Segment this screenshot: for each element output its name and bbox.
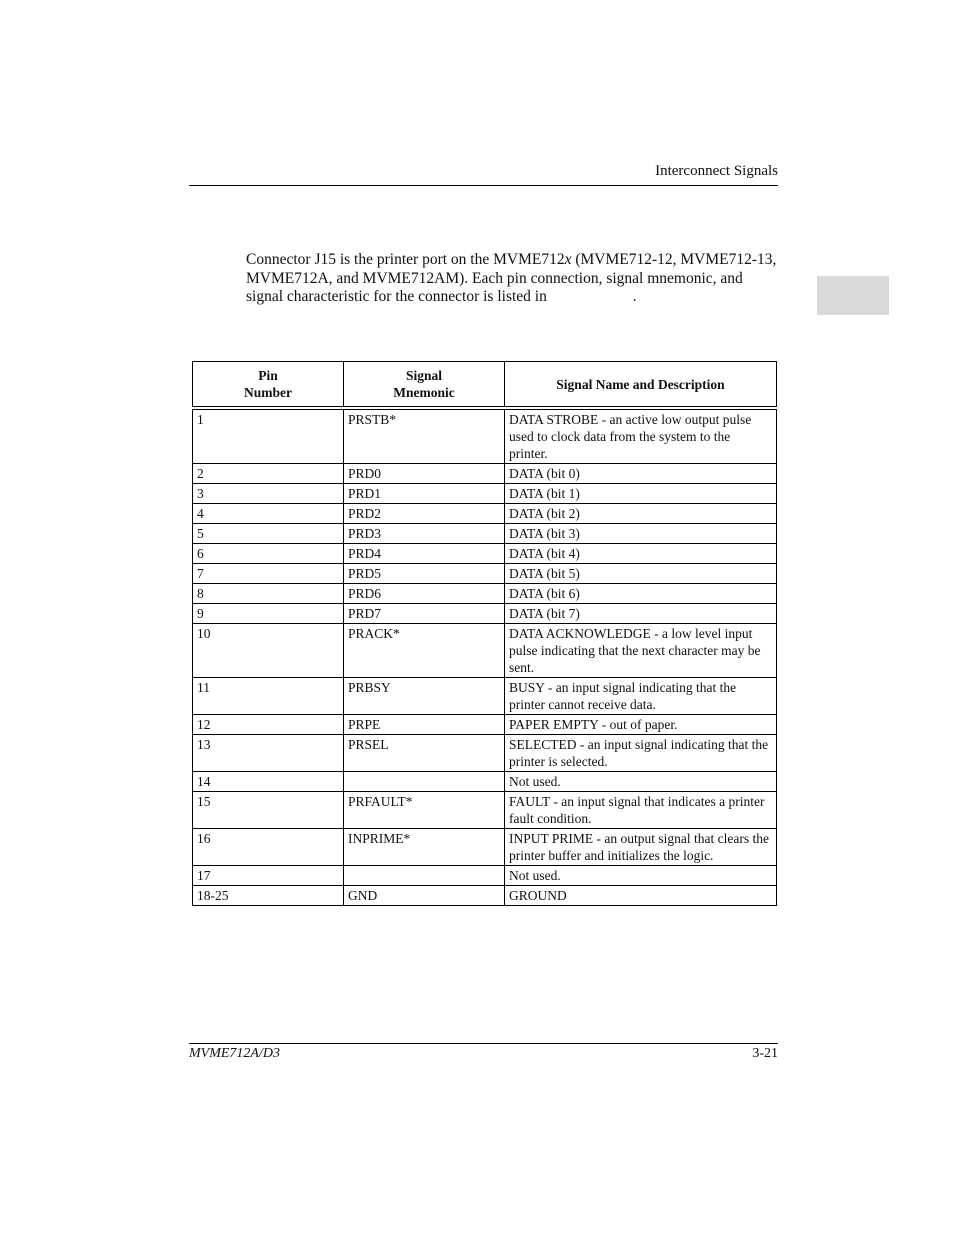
pin-cell: 17 bbox=[193, 866, 344, 886]
description-cell: DATA (bit 2) bbox=[505, 504, 777, 524]
table-row bbox=[193, 484, 777, 504]
mnemonic-cell: PRD0 bbox=[344, 464, 505, 484]
pin-cell: 10 bbox=[193, 624, 344, 678]
table-row bbox=[193, 792, 777, 829]
description-cell: BUSY - an input signal indicating that the printer cannot receive data. bbox=[505, 678, 777, 715]
pin-cell: 6 bbox=[193, 544, 344, 564]
header-description: Signal Name and Description bbox=[505, 362, 777, 409]
pin-cell: 13 bbox=[193, 735, 344, 772]
intro-italic-x: x bbox=[564, 251, 572, 268]
table-row bbox=[193, 524, 777, 544]
table-row bbox=[193, 584, 777, 604]
mnemonic-cell: PRD4 bbox=[344, 544, 505, 564]
mnemonic-cell: PRD3 bbox=[344, 524, 505, 544]
table-row bbox=[193, 735, 777, 772]
table-row bbox=[193, 624, 777, 678]
mnemonic-cell: PRD1 bbox=[344, 484, 505, 504]
pin-cell: 7 bbox=[193, 564, 344, 584]
description-cell: DATA (bit 0) bbox=[505, 464, 777, 484]
document-id: MVME712A/D3 bbox=[189, 1046, 280, 1061]
mnemonic-cell: PRD5 bbox=[344, 564, 505, 584]
mnemonic-cell bbox=[344, 866, 505, 886]
description-cell: SELECTED - an input signal indicating that the printer is selected. bbox=[505, 735, 777, 772]
intro-text-2: (MVME712-12, MVME712-13, MVME712A, and MVME712AM). Each pin connection, signal mnemonic, and signal characteristic for the connector is listed in bbox=[246, 251, 777, 305]
pin-cell: 8 bbox=[193, 584, 344, 604]
mnemonic-cell: PRD7 bbox=[344, 604, 505, 624]
header-rule bbox=[189, 185, 778, 186]
description-cell: DATA STROBE - an active low output pulse used to clock data from the system to the printer. bbox=[505, 408, 777, 464]
table-header-row bbox=[193, 362, 777, 409]
description-cell: GROUND bbox=[505, 886, 777, 906]
running-header: Interconnect Signals bbox=[655, 163, 778, 179]
description-cell: DATA (bit 6) bbox=[505, 584, 777, 604]
description-cell: DATA ACKNOWLEDGE - a low level input pulse indicating that the next character may be sent. bbox=[505, 624, 777, 678]
table-row bbox=[193, 866, 777, 886]
mnemonic-cell: PRD6 bbox=[344, 584, 505, 604]
mnemonic-cell: PRFAULT* bbox=[344, 792, 505, 829]
description-cell: INPUT PRIME - an output signal that clears the printer buffer and initializes the logic. bbox=[505, 829, 777, 866]
mnemonic-cell: PRD2 bbox=[344, 504, 505, 524]
header-mnem-line2: Mnemonic bbox=[393, 385, 455, 400]
header-pin-line1: Pin bbox=[258, 368, 278, 383]
pin-cell: 14 bbox=[193, 772, 344, 792]
pin-assignment-table bbox=[192, 361, 777, 906]
pin-cell: 3 bbox=[193, 484, 344, 504]
pin-cell: 15 bbox=[193, 792, 344, 829]
table-row bbox=[193, 604, 777, 624]
mnemonic-cell bbox=[344, 772, 505, 792]
mnemonic-cell: PRPE bbox=[344, 715, 505, 735]
table-row bbox=[193, 715, 777, 735]
description-cell: PAPER EMPTY - out of paper. bbox=[505, 715, 777, 735]
table-body bbox=[193, 408, 777, 906]
intro-text-1: Connector J15 is the printer port on the MVME712 bbox=[246, 251, 565, 268]
table-row bbox=[193, 464, 777, 484]
header-mnem-line1: Signal bbox=[405, 368, 443, 383]
mnemonic-cell: PRSTB* bbox=[344, 408, 505, 464]
pin-cell: 2 bbox=[193, 464, 344, 484]
intro-paragraph bbox=[246, 251, 778, 307]
description-cell: FAULT - an input signal that indicates a printer fault condition. bbox=[505, 792, 777, 829]
description-cell: DATA (bit 3) bbox=[505, 524, 777, 544]
table-row bbox=[193, 564, 777, 584]
mnemonic-cell: PRSEL bbox=[344, 735, 505, 772]
pin-cell: 1 bbox=[193, 408, 344, 464]
pin-cell: 18-25 bbox=[193, 886, 344, 906]
page-number: 3-21 bbox=[752, 1046, 778, 1061]
header-pin-number bbox=[193, 362, 344, 409]
table-row bbox=[193, 544, 777, 564]
footer-rule bbox=[189, 1043, 778, 1044]
pin-cell: 9 bbox=[193, 604, 344, 624]
pin-cell: 12 bbox=[193, 715, 344, 735]
description-cell: Not used. bbox=[505, 772, 777, 792]
header-signal-mnemonic bbox=[344, 362, 505, 409]
pin-cell: 16 bbox=[193, 829, 344, 866]
table-row bbox=[193, 408, 777, 464]
pin-cell: 11 bbox=[193, 678, 344, 715]
pin-cell: 5 bbox=[193, 524, 344, 544]
table-row bbox=[193, 886, 777, 906]
chapter-tab bbox=[817, 276, 889, 315]
description-cell: DATA (bit 5) bbox=[505, 564, 777, 584]
mnemonic-cell: GND bbox=[344, 886, 505, 906]
mnemonic-cell: INPRIME* bbox=[344, 829, 505, 866]
table-row bbox=[193, 504, 777, 524]
description-cell: DATA (bit 4) bbox=[505, 544, 777, 564]
header-pin-line2: Number bbox=[244, 385, 292, 400]
table-row bbox=[193, 772, 777, 792]
table-row bbox=[193, 678, 777, 715]
description-cell: DATA (bit 1) bbox=[505, 484, 777, 504]
mnemonic-cell: PRACK* bbox=[344, 624, 505, 678]
mnemonic-cell: PRBSY bbox=[344, 678, 505, 715]
intro-text-3: . bbox=[632, 288, 637, 305]
description-cell: Not used. bbox=[505, 866, 777, 886]
pin-cell: 4 bbox=[193, 504, 344, 524]
table-row bbox=[193, 829, 777, 866]
description-cell: DATA (bit 7) bbox=[505, 604, 777, 624]
